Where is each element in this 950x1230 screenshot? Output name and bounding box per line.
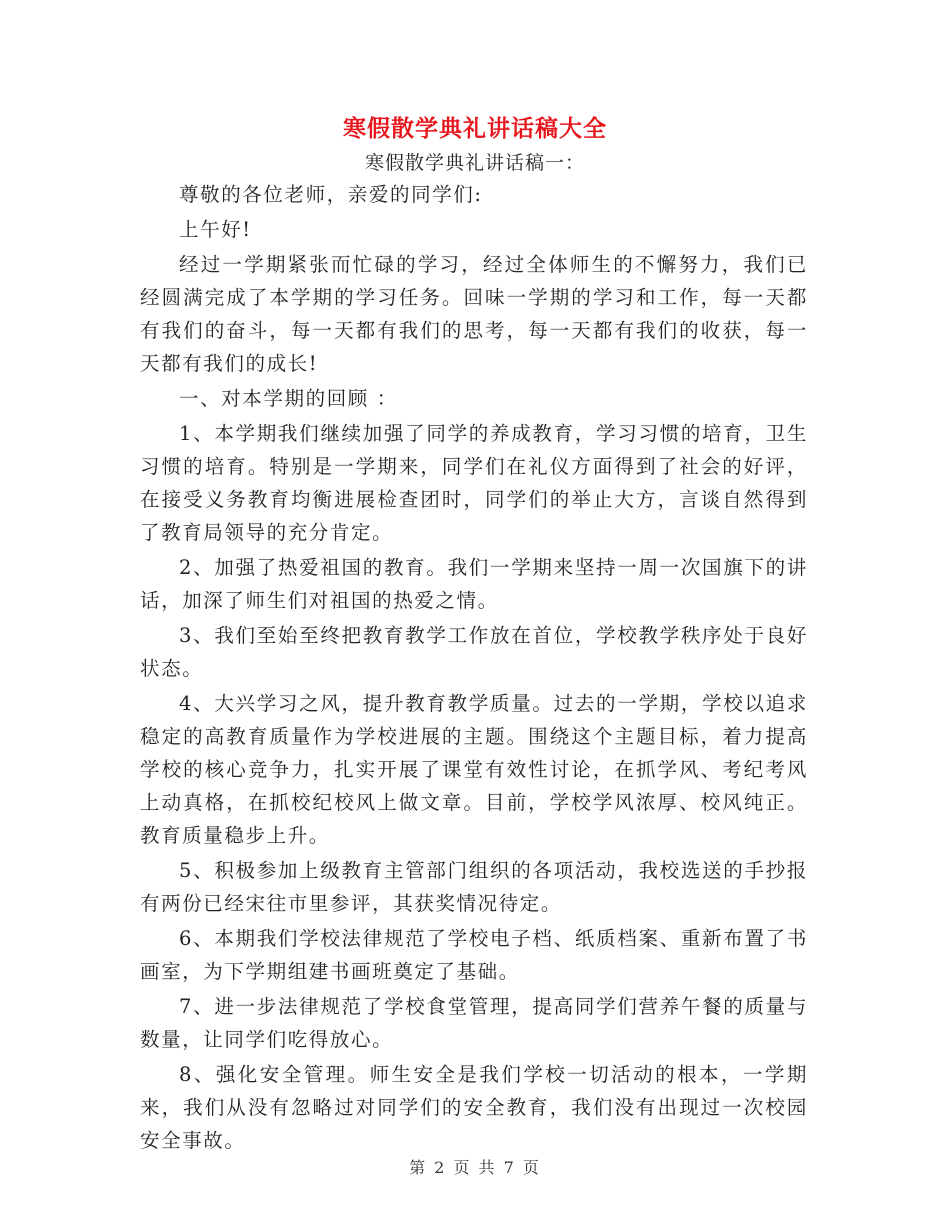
paragraph-greeting: 上午好! xyxy=(179,218,252,241)
paragraph-item-5: 5、积极参加上级教育主管部门组织的各项活动，我校选送的手抄报有两份已经宋往市里参评，其获奖情况待定。 xyxy=(140,859,808,915)
paragraph-salutation: 尊敬的各位老师，亲爱的同学们: xyxy=(179,183,483,206)
paragraph-item-1: 1、本学期我们继续加强了同学的养成教育，学习习惯的培育，卫生习惯的培育。特别是一学期来，同学们在礼仪方面得到了社会的好评，在接受义务教育均衡进展检查团时，同学们的举止大方，言谈自然得到了教育局领导的充分肯定。 xyxy=(140,422,808,544)
paragraph-intro: 经过一学期紧张而忙碌的学习，经过全体师生的不懈努力，我们已经圆满完成了本学期的学习任务。回味一学期的学习和工作，每一天都有我们的奋斗，每一天都有我们的思考，每一天都有我们的收获，每一天都有我们的成长! xyxy=(140,253,808,375)
document-body xyxy=(140,178,808,1159)
document-subtitle: 寒假散学典礼讲话稿一： xyxy=(364,152,585,174)
page-number-footer: 第 2 页 共 7 页 xyxy=(409,1158,541,1177)
paragraph-item-3: 3、我们至始至终把教育教学工作放在首位，学校教学秩序处于良好状态。 xyxy=(140,624,808,680)
paragraph-item-2: 2、加强了热爱祖国的教育。我们一学期来坚持一周一次国旗下的讲话，加深了师生们对祖国的热爱之情。 xyxy=(140,556,808,612)
paragraph-item-7: 7、进一步法律规范了学校食堂管理，提高同学们营养午餐的质量与数量，让同学们吃得放心。 xyxy=(140,995,808,1051)
document-title: 寒假散学典礼讲话稿大全 xyxy=(343,115,607,142)
paragraph-item-6: 6、本期我们学校法律规范了学校电子档、纸质档案、重新布置了书画室，为下学期组建书画班奠定了基础。 xyxy=(140,927,808,983)
paragraph-item-4: 4、大兴学习之风，提升教育教学质量。过去的一学期，学校以追求稳定的高教育质量作为学校进展的主题。围绕这个主题目标，着力提高学校的核心竞争力，扎实开展了课堂有效性讨论，在抓学风、考纪考风上动真格，在抓校纪校风上做文章。目前，学校学风浓厚、校风纯正。教育质量稳步上升。 xyxy=(140,692,808,847)
section-heading-review: 一、对本学期的回顾 ： xyxy=(179,387,398,410)
paragraph-item-8: 8、强化安全管理。师生安全是我们学校一切活动的根本，一学期来，我们从没有忽略过对同学们的安全教育，我们没有出现过一次校园安全事故。 xyxy=(140,1063,808,1152)
